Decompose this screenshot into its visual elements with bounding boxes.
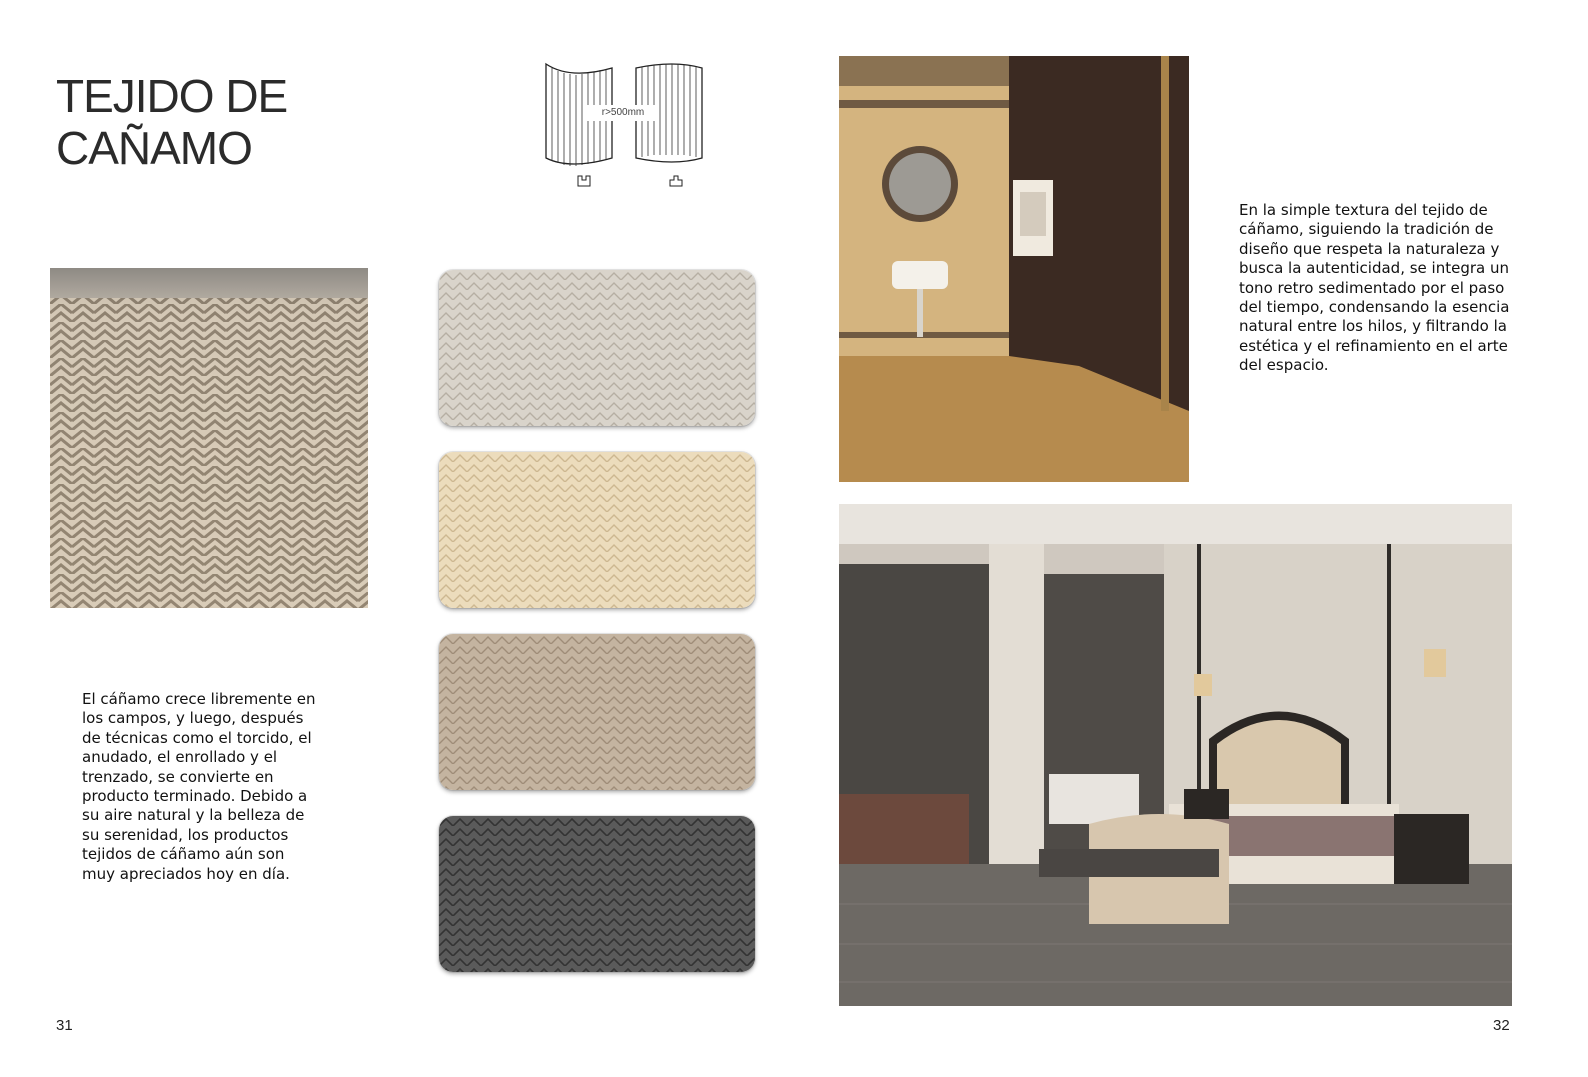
page-number-left: 31 (56, 1017, 73, 1034)
hemp-weave-photo (50, 268, 368, 608)
bedroom-photo (839, 504, 1512, 1006)
intro-text-right: En la simple textura del tejido de cáñamo, siguiendo la tradición de diseño que respeta la naturaleza y busca la autenticidad, se integra un tono retro sedimentado por el paso del tiempo, condensando la esencia natural entre los hilos, y filtrando la estética y el refinamiento en el arte del espacio. (1239, 201, 1510, 375)
swatch-cream (439, 452, 755, 608)
swatch-light-grey (439, 270, 755, 426)
bathroom-photo (839, 56, 1189, 482)
title-line-1: TEJIDO DE (56, 70, 288, 122)
swatch-taupe (439, 634, 755, 790)
page-number-right: 32 (1493, 1017, 1510, 1034)
radius-label: r>500mm (587, 105, 659, 121)
title-line-2: CAÑAMO (56, 122, 252, 174)
swatch-charcoal (439, 816, 755, 972)
page-title (56, 70, 376, 174)
intro-text-left: El cáñamo crece libremente en los campos, y luego, después de técnicas como el torcido, el anudado, el enrollado y el trenzado, se convierte en producto terminado. Debido a su aire natural y la belleza de su serenidad, los productos tejidos de cáñamo aún son muy apreciados hoy en día. (82, 690, 316, 883)
curvature-diagram (540, 58, 708, 198)
